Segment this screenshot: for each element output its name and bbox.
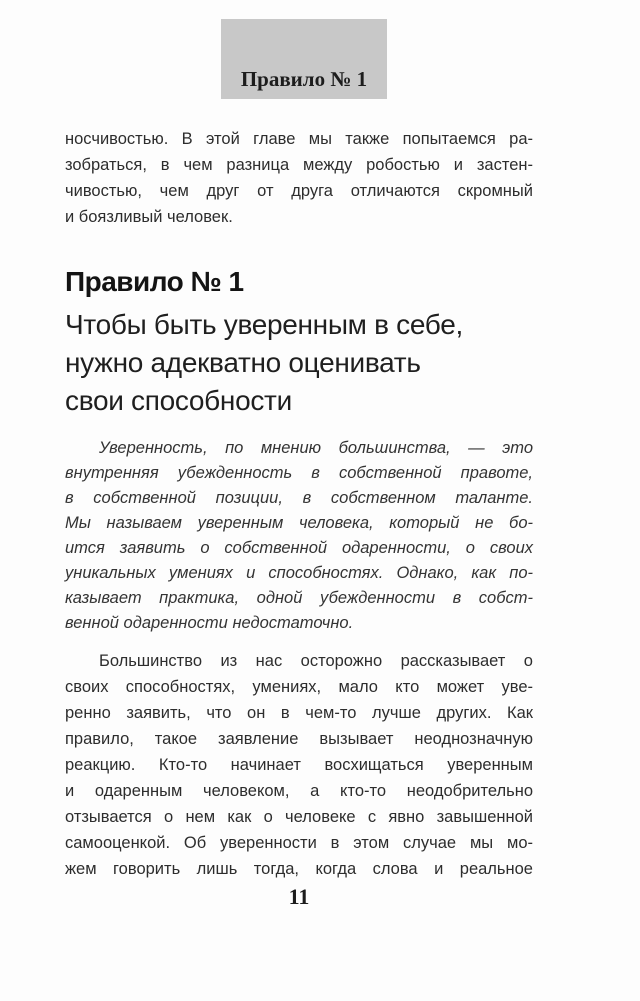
subtitle-line: свои способности: [65, 385, 292, 416]
text-line: Большинство из нас осторожно рассказывает о: [99, 652, 533, 670]
text-line: венной одаренности недостаточно.: [65, 614, 354, 632]
text-line: ренно заявить, что он в чем-то лучше других. Как: [65, 704, 533, 722]
running-header-box: [221, 19, 387, 99]
subtitle-line: нужно адекватно оценивать: [65, 347, 421, 378]
text-line: уникальных умениях и способностях. Однако, как по-: [65, 564, 533, 582]
text-line: своих способностях, умениях, мало кто может уве-: [65, 678, 533, 696]
text-line: зобраться, в чем разница между робостью и застен-: [65, 156, 533, 174]
text-line: отзывается о нем как о человеке с явно завышенной: [65, 808, 533, 826]
text-line: самооценкой. Об уверенности в этом случае мы мо-: [65, 834, 533, 852]
text-line: Мы называем уверенным человека, который не бо-: [65, 514, 533, 532]
text-line: правило, такое заявление вызывает неоднозначную: [65, 730, 533, 748]
text-line: в собственной позиции, в собственном таланте.: [65, 489, 533, 507]
paragraph-main: [65, 648, 533, 882]
running-header-label: Правило № 1: [240, 67, 368, 91]
text-line: Уверенность, по мнению большинства, — это: [99, 439, 533, 457]
text-line: носчивостью. В этой главе мы также попытаемся ра-: [65, 130, 533, 148]
chapter-title: Правило № 1: [65, 266, 244, 297]
text-line: казывает практика, одной убежденности в собст-: [65, 589, 533, 607]
paragraph-intro-continuation: [65, 126, 533, 230]
text-line: жем говорить лишь тогда, когда слова и реальное: [65, 860, 533, 878]
text-line: чивостью, чем друг от друга отличаются скромный: [65, 182, 533, 200]
text-line: реакцию. Кто-то начинает восхищаться уверенным: [65, 756, 533, 774]
text-line: внутренняя убежденность в собственной правоте,: [65, 464, 533, 482]
page-number: 11: [288, 884, 310, 909]
text-line: и боязливый человек.: [65, 208, 233, 226]
paragraph-definition-quote: [65, 436, 533, 636]
text-line: и одаренным человеком, а кто-то неодобрительно: [65, 782, 533, 800]
subtitle-line: Чтобы быть уверенным в себе,: [65, 309, 463, 340]
chapter-subtitle: [65, 306, 463, 420]
text-line: ится заявить о собственной одаренности, о своих: [65, 539, 533, 557]
